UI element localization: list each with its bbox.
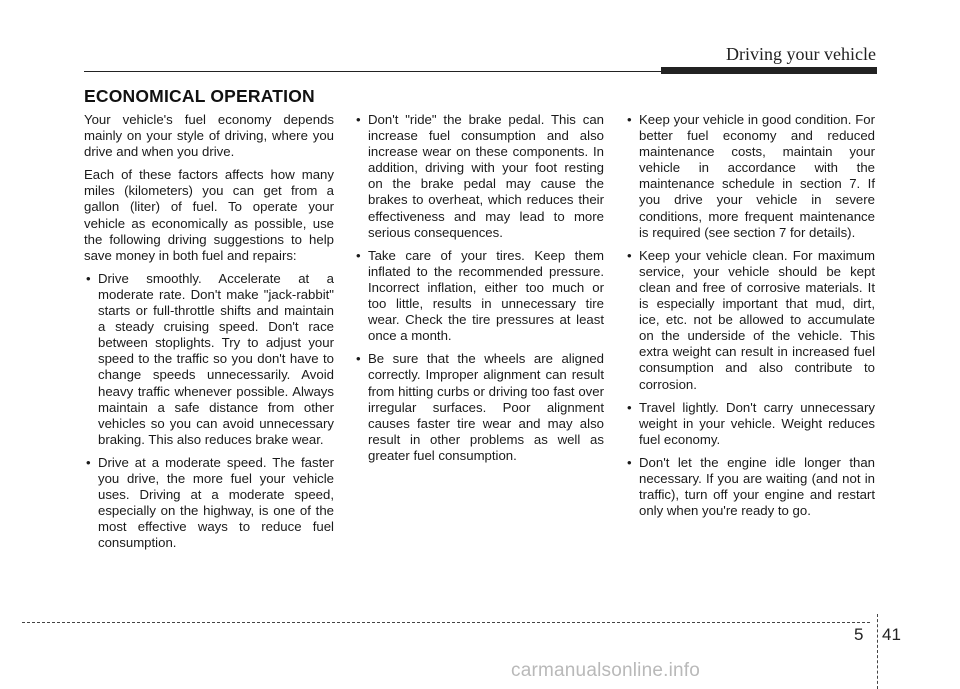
footer-divider [877, 614, 878, 689]
section-title: ECONOMICAL OPERATION [84, 86, 315, 106]
header-rule-accent [661, 67, 877, 74]
bullet-list [84, 271, 334, 552]
bullet-list [354, 112, 604, 464]
page-header-title: Driving your vehicle [726, 44, 876, 64]
section-number: 5 [854, 625, 864, 644]
bullet-item: • Don't "ride" the brake pedal. This can increase fuel consumption and also increase wear on these components. In addition, driving with your foot resting on the brake pedal may cause the brakes to overheat, which reduces their effectiveness and may lead to more serious consequences. [354, 112, 604, 241]
text-column-1 [84, 112, 334, 558]
paragraph: Each of these factors affects how many miles (kilometers) you can get from a gallon (liter) of fuel. To operate your vehicle as economically as possible, use the following driving suggestions to help save money in both fuel and repairs: [84, 167, 334, 263]
bullet-item: • Be sure that the wheels are aligned correctly. Improper alignment can result from hitting curbs or driving too fast over irregular surfaces. Poor alignment causes faster tire wear and may also result in other problems as well as greater fuel consumption. [354, 351, 604, 464]
page-number: 41 [882, 625, 901, 644]
text-column-2 [354, 112, 604, 471]
bullet-item: • Don't let the engine idle longer than necessary. If you are waiting (and not in traffic), turn off your engine and restart only when you're ready to go. [625, 455, 875, 519]
bullet-item: • Drive at a moderate speed. The faster you drive, the more fuel your vehicle uses. Driving at a moderate speed, especially on the highway, is one of the most effective ways to reduce fuel consumption. [84, 455, 334, 552]
paragraph: Your vehicle's fuel economy depends mainly on your style of driving, where you drive and when you drive. [84, 112, 334, 160]
bullet-item: • Take care of your tires. Keep them inflated to the recommended pressure. Incorrect inflation, either too much or too little, results in unnecessary tire wear. Check the tire pressures at least once a month. [354, 248, 604, 345]
footer-rule [22, 622, 870, 623]
text-column-3 [625, 112, 875, 526]
bullet-item: • Drive smoothly. Accelerate at a moderate rate. Don't make "jack-rabbit" starts or full-throttle shifts and maintain a steady cruising speed. Don't race between stoplights. Try to adjust your speed to the traffic so you don't have to change speeds unnecessarily. Avoid heavy traffic whenever possible. Always maintain a safe distance from other vehicles so you can avoid unnecessary braking. This also reduces brake wear. [84, 271, 334, 448]
bullet-item: • Keep your vehicle clean. For maximum service, your vehicle should be kept clean and free of corrosive materials. It is especially important that mud, dirt, ice, etc. not be allowed to accumulate on the underside of the vehicle. This extra weight can result in increased fuel consumption and also contribute to corrosion. [625, 248, 875, 393]
header-rule [84, 71, 661, 72]
bullet-item: • Travel lightly. Don't carry unnecessary weight in your vehicle. Weight reduces fuel economy. [625, 400, 875, 448]
bullet-item: • Keep your vehicle in good condition. For better fuel economy and reduced maintenance costs, maintain your vehicle in accordance with the maintenance schedule in section 7. If you drive your vehicle in severe conditions, more frequent maintenance is required (see section 7 for details). [625, 112, 875, 241]
watermark: carmanualsonline.info [511, 660, 701, 681]
bullet-list [625, 112, 875, 519]
